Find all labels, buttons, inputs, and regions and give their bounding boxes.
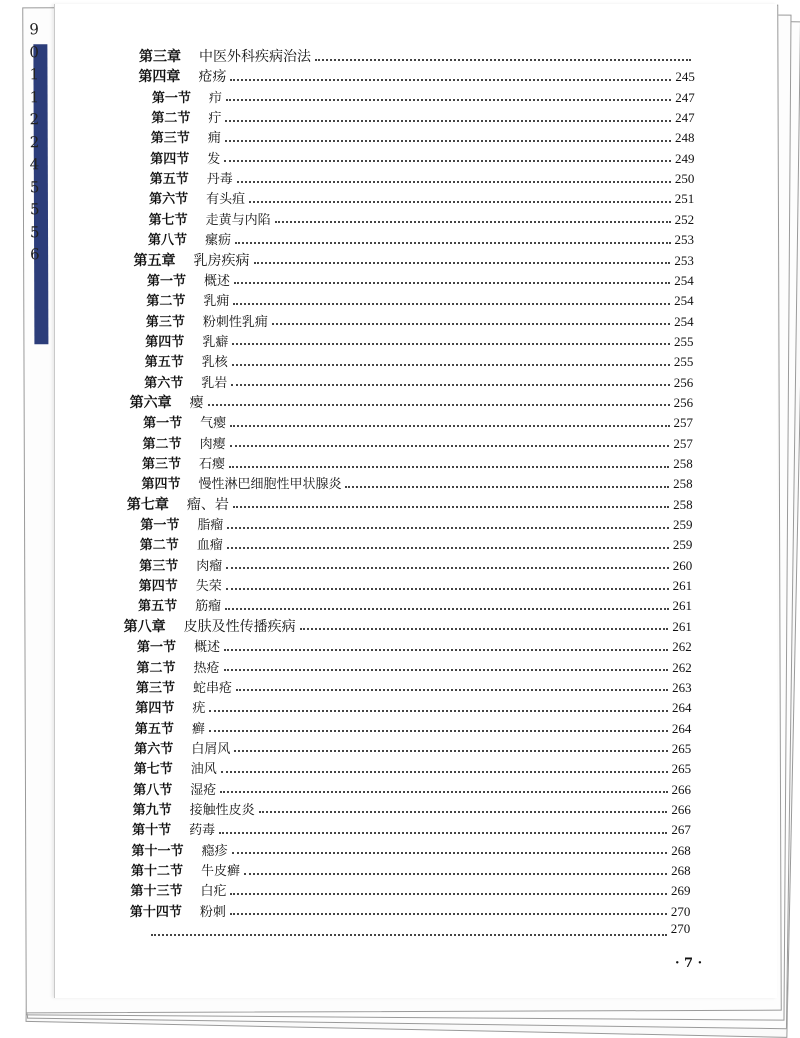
leader-dots	[230, 884, 667, 895]
entry-title: 概述	[203, 273, 230, 289]
toc-section[interactable]	[143, 433, 693, 453]
entry-page-number: 264	[671, 720, 692, 736]
toc-section[interactable]	[150, 168, 695, 188]
entry-number: 第八节	[133, 782, 173, 798]
edge-number: 2	[29, 132, 40, 151]
entry-number: 第四节	[138, 579, 178, 595]
entry-title: 白屑风	[191, 741, 231, 757]
edge-number: 9	[29, 20, 39, 39]
entry-number: 第六节	[134, 741, 174, 757]
toc-section[interactable]	[150, 148, 694, 168]
entry-title: 粉刺性乳痈	[202, 314, 268, 330]
entry-number: 第一节	[146, 273, 186, 289]
toc-section[interactable]	[140, 534, 693, 554]
leader-dots	[232, 355, 670, 366]
entry-title: 血瘤	[196, 538, 223, 554]
leader-dots	[315, 50, 691, 61]
toc-chapter[interactable]	[138, 66, 694, 86]
entry-page-number: 257	[673, 415, 693, 431]
entry-number: 第三节	[139, 558, 179, 574]
entry-page-number: 250	[674, 171, 695, 187]
entry-number: 第七节	[148, 212, 188, 228]
entry-title: 瘤、岩	[186, 496, 229, 513]
edge-number: 0	[29, 42, 39, 61]
entry-number: 第八章	[123, 618, 166, 635]
leader-dots	[237, 172, 671, 183]
leader-dots	[209, 701, 668, 712]
entry-page-number: 248	[675, 130, 695, 146]
leader-dots	[249, 192, 671, 203]
toc-section[interactable]	[151, 127, 695, 147]
underlying-page-numbers	[29, 18, 39, 266]
entry-number: 第十节	[132, 823, 172, 839]
toc-section[interactable]	[152, 87, 695, 107]
entry-page-number: 260	[672, 557, 693, 573]
entry-page-number: 254	[674, 313, 694, 329]
toc-section[interactable]	[134, 758, 691, 778]
toc-section[interactable]	[139, 575, 692, 595]
entry-page-number: 261	[672, 578, 693, 594]
leader-dots	[232, 334, 670, 345]
entry-page-number: 259	[672, 517, 693, 533]
entry-title: 乳癖	[202, 334, 229, 350]
entry-title: 走黄与内陷	[205, 212, 271, 228]
entry-page-number: 270	[670, 903, 691, 919]
entry-number: 第二节	[139, 538, 179, 554]
entry-title: 疮疡	[198, 69, 227, 86]
toc-section[interactable]	[140, 514, 692, 534]
entry-page-number: 249	[674, 150, 695, 166]
leader-dots	[226, 558, 668, 569]
toc-section[interactable]	[129, 921, 690, 941]
entry-number: 第十四节	[129, 904, 182, 920]
edge-number: 5	[29, 200, 40, 219]
entry-number: 第一节	[143, 416, 183, 432]
toc-chapter[interactable]	[130, 392, 693, 412]
toc-chapter[interactable]	[134, 250, 694, 270]
entry-page-number: 247	[675, 89, 695, 105]
leader-dots	[224, 151, 671, 162]
leader-dots	[230, 904, 667, 915]
leader-dots	[300, 619, 669, 630]
entry-number: 第六节	[149, 192, 189, 208]
leader-dots	[230, 436, 670, 447]
toc-chapter[interactable]	[124, 616, 692, 636]
entry-number: 第一节	[137, 640, 177, 656]
leader-dots	[275, 212, 671, 223]
leader-dots	[227, 518, 669, 529]
entry-number: 第五节	[144, 355, 184, 371]
entry-title: 疖	[208, 90, 222, 106]
entry-title: 牛皮癣	[201, 864, 241, 879]
toc-section[interactable]	[146, 311, 694, 331]
entry-title: 石瘿	[199, 457, 226, 472]
leader-dots	[234, 273, 670, 284]
entry-page-number: 257	[673, 435, 693, 451]
entry-number: 第十三节	[130, 884, 183, 900]
entry-page-number: 253	[674, 232, 694, 248]
entry-number: 第九节	[132, 802, 172, 818]
entry-title: 热疮	[193, 660, 220, 676]
entry-page-number: 254	[674, 272, 694, 288]
leader-dots	[151, 925, 666, 936]
entry-title: 湿疮	[190, 782, 217, 798]
leader-dots	[224, 660, 669, 671]
entry-number: 第八节	[148, 233, 188, 249]
entry-title: 发	[207, 151, 221, 167]
entry-title: 疣	[192, 701, 206, 717]
entry-title: 瘾疹	[201, 843, 228, 859]
toc-section[interactable]	[135, 697, 691, 717]
entry-title: 概述	[194, 640, 221, 656]
edge-number: 2	[29, 110, 40, 129]
toc-section[interactable]	[138, 595, 692, 615]
entry-title: 疔	[208, 111, 222, 127]
entry-title: 有头疽	[206, 192, 246, 208]
entry-page-number: 265	[671, 761, 692, 777]
toc-section[interactable]	[151, 107, 694, 127]
entry-page-number: 259	[672, 537, 693, 553]
leader-dots	[231, 375, 670, 386]
leader-dots	[221, 762, 668, 773]
toc-section[interactable]	[130, 901, 690, 921]
entry-title: 痈	[207, 131, 221, 147]
entry-page-number: 264	[671, 700, 692, 716]
edge-number: 1	[29, 87, 40, 106]
entry-page-number: 261	[672, 598, 693, 614]
toc-section[interactable]	[145, 351, 694, 371]
entry-page-number: 252	[674, 211, 695, 227]
entry-title: 蛇串疮	[192, 680, 232, 696]
leader-dots	[244, 864, 667, 875]
entry-page-number: 262	[672, 659, 692, 675]
entry-page-number: 247	[675, 110, 695, 126]
entry-title: 粉刺	[199, 904, 226, 920]
entry-page-number: 258	[673, 476, 693, 492]
entry-title: 油风	[190, 762, 217, 778]
toc-section[interactable]	[149, 209, 695, 229]
toc-section[interactable]	[133, 799, 691, 819]
toc-section[interactable]	[145, 331, 693, 351]
entry-page-number: 266	[671, 781, 692, 797]
toc-section[interactable]	[147, 270, 694, 290]
entry-number: 第六章	[129, 394, 172, 411]
entry-number: 第一节	[140, 518, 180, 534]
entry-page-number: 254	[674, 293, 694, 309]
entry-title: 乳岩	[201, 375, 228, 391]
entry-title: 乳核	[201, 355, 228, 371]
toc-chapter[interactable]	[139, 46, 695, 66]
entry-page-number: 258	[673, 456, 693, 471]
entry-title: 丹毒	[206, 172, 233, 188]
entry-title: 药毒	[189, 823, 216, 839]
toc-chapter[interactable]	[127, 494, 693, 514]
leader-dots	[226, 90, 671, 101]
toc-section[interactable]	[135, 718, 692, 738]
entry-title: 中医外科疾病治法	[199, 49, 311, 65]
entry-number: 第三节	[145, 314, 185, 330]
entry-page-number: 258	[673, 496, 693, 512]
toc-section[interactable]	[144, 372, 693, 392]
leader-dots	[209, 721, 668, 732]
entry-number: 第二节	[151, 111, 191, 127]
entry-page-number: 267	[671, 822, 691, 838]
edge-number: 1	[29, 65, 40, 84]
leader-dots	[225, 599, 668, 610]
entry-number: 第四节	[141, 477, 181, 493]
leader-dots	[226, 579, 669, 590]
leader-dots	[219, 823, 667, 834]
toc-section[interactable]	[149, 188, 694, 208]
entry-page-number: 261	[672, 618, 692, 634]
toc-section[interactable]	[142, 453, 693, 473]
entry-title: 筋瘤	[195, 599, 222, 615]
entry-number: 第二节	[136, 660, 176, 676]
entry-page-number: 268	[671, 863, 691, 878]
edge-number: 5	[29, 177, 40, 196]
entry-number: 第七章	[126, 496, 169, 513]
leader-dots	[254, 253, 671, 264]
entry-page-number: 251	[674, 191, 695, 207]
entry-page-number: 265	[671, 740, 692, 756]
toc-page	[54, 4, 777, 998]
entry-title: 失荣	[195, 579, 222, 595]
edge-number: 4	[29, 155, 40, 174]
toc-section[interactable]	[146, 290, 693, 310]
entry-title: 瘿	[189, 394, 204, 411]
entry-number: 第四节	[135, 701, 175, 717]
toc-section[interactable]	[148, 229, 694, 249]
leader-dots	[236, 680, 668, 691]
entry-title: 肉瘿	[199, 436, 226, 452]
entry-page-number: 262	[672, 639, 692, 655]
entry-number: 第三章	[139, 49, 181, 65]
toc-section[interactable]	[141, 473, 692, 493]
entry-number: 第十一节	[131, 843, 184, 859]
entry-page-number: 270	[670, 921, 691, 937]
toc-section[interactable]	[134, 738, 691, 758]
entry-number: 第五节	[149, 172, 189, 188]
leader-dots	[225, 131, 671, 142]
page-folio: · 7 ·	[675, 956, 703, 971]
edge-number: 5	[29, 222, 40, 241]
toc-section[interactable]	[137, 636, 692, 656]
leader-dots	[230, 416, 669, 427]
entry-number: 第四节	[150, 151, 190, 167]
toc-section[interactable]	[130, 880, 690, 900]
toc-section[interactable]	[139, 555, 692, 575]
entry-page-number: 245	[675, 69, 695, 85]
leader-dots	[233, 294, 670, 305]
entry-page-number: 255	[673, 354, 694, 370]
entry-title: 脂瘤	[197, 518, 224, 534]
leader-dots	[233, 497, 669, 508]
entry-page-number: 268	[671, 842, 691, 858]
entry-number: 第三节	[135, 680, 175, 696]
leader-dots	[345, 477, 669, 488]
leader-dots	[224, 640, 668, 651]
leader-dots	[232, 843, 668, 854]
entry-number: 第五章	[133, 252, 176, 269]
entry-title: 皮肤及性传播疾病	[183, 618, 296, 635]
entry-number: 第二节	[142, 436, 182, 452]
leader-dots	[235, 233, 670, 244]
entry-number: 第三节	[142, 457, 182, 472]
entry-number: 第五节	[134, 721, 174, 737]
entry-number: 第五节	[138, 599, 178, 615]
toc-section[interactable]	[131, 860, 691, 880]
entry-title: 慢性淋巴细胞性甲状腺炎	[198, 477, 342, 493]
entry-page-number: 256	[673, 374, 694, 390]
toc-section[interactable]	[136, 677, 692, 697]
entry-page-number: 263	[672, 679, 692, 695]
toc-section[interactable]	[143, 412, 693, 432]
entry-page-number: 256	[673, 394, 694, 410]
leader-dots	[225, 111, 671, 122]
entry-title: 癣	[191, 721, 205, 737]
leader-dots	[259, 802, 668, 813]
toc-section[interactable]	[132, 840, 691, 860]
toc-section[interactable]	[132, 819, 691, 839]
leader-dots	[227, 538, 669, 549]
entry-page-number: 255	[673, 333, 694, 349]
entry-number: 第一节	[151, 90, 191, 106]
entry-page-number: 253	[674, 252, 694, 268]
entry-title: 肉瘤	[196, 558, 223, 574]
leader-dots	[220, 782, 667, 793]
entry-number: 第十二节	[131, 864, 184, 879]
entry-number: 第四章	[138, 69, 181, 86]
entry-number: 第七节	[133, 762, 173, 778]
entry-title: 乳房疾病	[193, 252, 250, 269]
leader-dots	[230, 70, 671, 81]
leader-dots	[208, 395, 670, 406]
entry-page-number: 266	[671, 801, 691, 817]
entry-number: 第四节	[145, 334, 185, 350]
entry-page-number: 269	[670, 883, 691, 899]
entry-title: 瘰疬	[205, 233, 232, 249]
entry-title: 乳痈	[203, 294, 230, 310]
edge-number: 6	[30, 245, 40, 264]
entry-title: 白疕	[200, 884, 227, 900]
entry-number: 第三节	[150, 131, 190, 147]
leader-dots	[234, 741, 667, 752]
leader-dots	[229, 457, 669, 468]
entry-title: 接触性皮炎	[189, 802, 255, 818]
entry-number: 第二节	[146, 294, 186, 310]
toc-section[interactable]	[133, 779, 691, 799]
leader-dots	[272, 314, 670, 325]
entry-number: 第六节	[144, 375, 184, 391]
entry-title: 气瘿	[200, 416, 227, 432]
toc-section[interactable]	[137, 657, 692, 677]
